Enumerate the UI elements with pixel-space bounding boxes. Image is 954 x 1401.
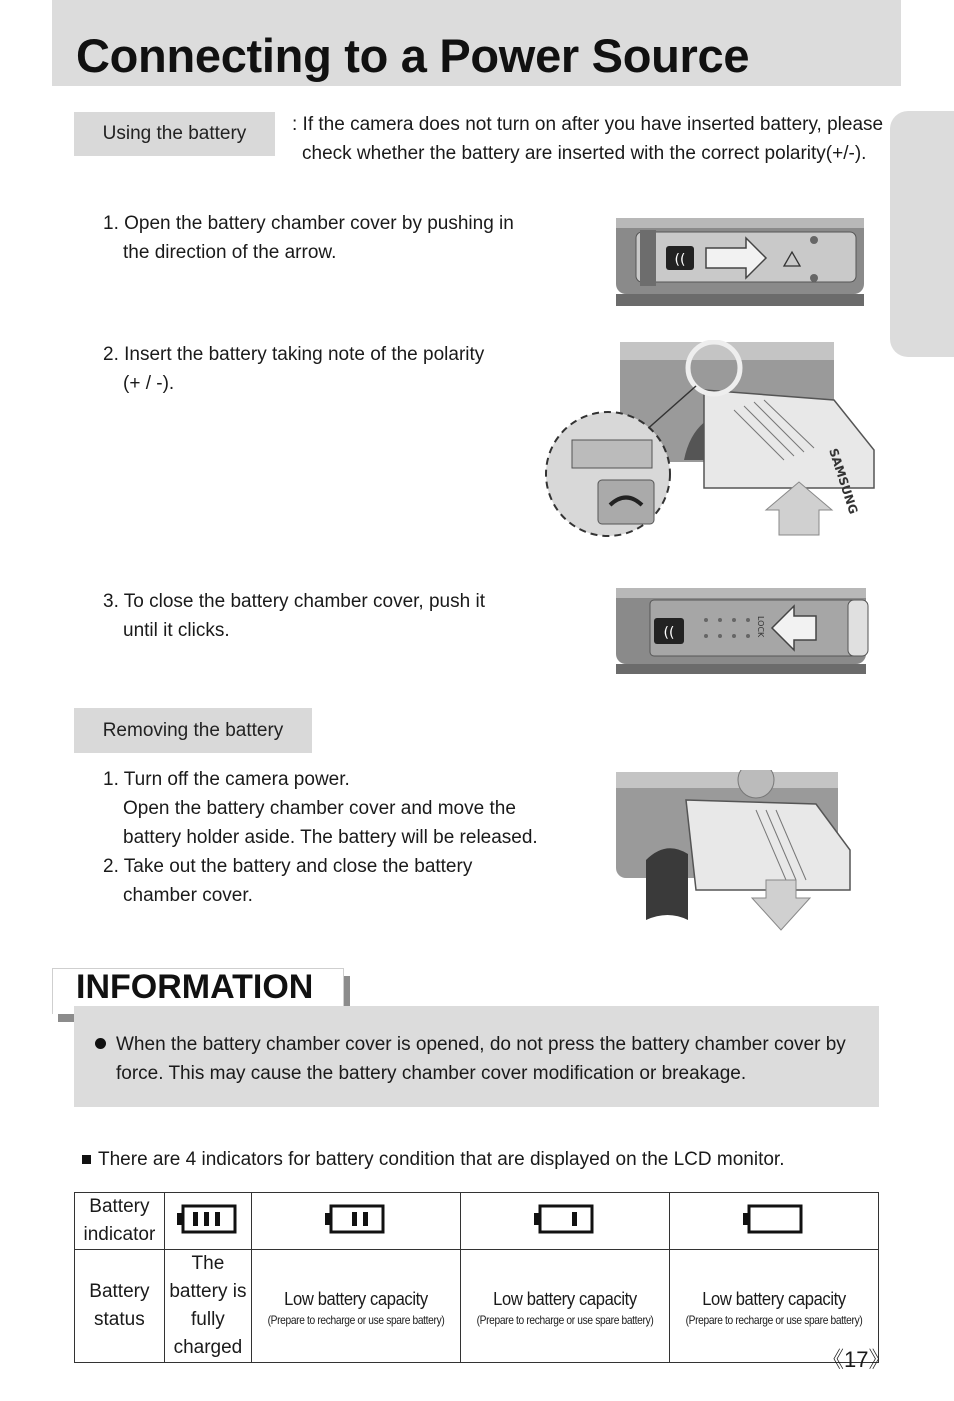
step-1-line2: the direction of the arrow. [123,242,337,263]
information-text [116,1030,846,1088]
battery-table [74,1192,879,1363]
square-bullet-icon [82,1155,91,1164]
removing-line-5: chamber cover. [123,885,253,906]
step-3-line1: 3. To close the battery chamber cover, push it [103,591,485,612]
battery-brand-text: SAMSUNG [826,446,861,516]
status-full-line2: charged [173,1337,243,1358]
battery-two-bars-icon [325,1204,387,1234]
step-2-line1: 2. Insert the battery taking note of the polarity [103,344,485,365]
battery-bar [193,1212,198,1226]
table-cell [461,1193,670,1250]
insert-battery-illustration [544,340,880,540]
battery-bar [572,1212,577,1226]
table-cell [164,1250,251,1363]
table-cell [75,1193,165,1250]
information-line1: When the battery chamber cover is opened, do not press the battery chamber cover by [116,1034,846,1055]
battery-status-header: Battery status [89,1281,150,1330]
status-low-3: Low battery capacity [702,1289,846,1309]
step-3-line2: until it clicks. [123,620,230,641]
battery-tip [534,1213,540,1225]
close-cover-illustration [616,580,872,676]
status-low-2-sub: (Prepare to recharge or use spare battery) [476,1313,654,1327]
battery-one-bar-icon [534,1204,596,1234]
svg-text:((: (( [663,625,675,641]
open-cover-illustration [616,212,868,308]
using-battery-note-line2: check whether the battery are inserted with the correct polarity(+/-). [302,143,867,164]
svg-text:((: (( [674,252,686,268]
battery-tip [177,1213,183,1225]
side-tab [890,111,954,357]
information-bullet-icon [95,1038,106,1049]
indicators-intro: There are 4 indicators for battery condition that are displayed on the LCD monitor. [98,1149,785,1170]
table-cell [252,1250,461,1363]
removing-battery-label-text: Removing the battery [102,719,284,741]
status-full-line1: The battery is fully [169,1253,247,1330]
table-row [75,1193,879,1250]
information-heading: INFORMATION [76,968,314,1006]
page-number: 《17》 [822,1347,891,1372]
removing-line-2: Open the battery chamber cover and move the [123,798,516,819]
table-cell [164,1193,251,1250]
battery-body [749,1206,801,1232]
status-low-1: Low battery capacity [284,1289,428,1309]
battery-indicator-header: Battery indicator [83,1196,156,1245]
using-battery-label [74,112,275,156]
step-2-line2: (+ / -). [123,373,175,394]
page-title: Connecting to a Power Source [76,29,750,82]
battery-tip [743,1213,749,1225]
using-battery-label-text: Using the battery [102,123,247,144]
lock-mark-text: LOCK [756,616,765,638]
table-cell [670,1193,879,1250]
remove-battery-illustration [616,770,856,936]
step-1-line1: 1. Open the battery chamber cover by pushing in [103,213,514,234]
battery-bar [363,1212,368,1226]
battery-bar [215,1212,220,1226]
battery-body [540,1206,592,1232]
battery-tip [325,1213,331,1225]
removing-line-1: 1. Turn off the camera power. [103,769,350,790]
battery-empty-icon [743,1204,805,1234]
status-low-2: Low battery capacity [493,1289,637,1309]
table-cell [252,1193,461,1250]
table-cell [75,1250,165,1363]
table-cell [461,1250,670,1363]
battery-full-icon [177,1204,239,1234]
information-line2: force. This may cause the battery chamber cover modification or breakage. [116,1063,747,1084]
battery-bar [352,1212,357,1226]
removing-battery-label [74,708,312,753]
removing-line-3: battery holder aside. The battery will be released. [123,827,538,848]
using-battery-note-line1: : If the camera does not turn on after you have inserted battery, please [292,114,884,135]
removing-line-4: 2. Take out the battery and close the battery [103,856,473,877]
status-low-1-sub: (Prepare to recharge or use spare battery) [267,1313,445,1327]
table-row [75,1250,879,1363]
battery-bar [204,1212,209,1226]
status-low-3-sub: (Prepare to recharge or use spare battery) [685,1313,863,1327]
